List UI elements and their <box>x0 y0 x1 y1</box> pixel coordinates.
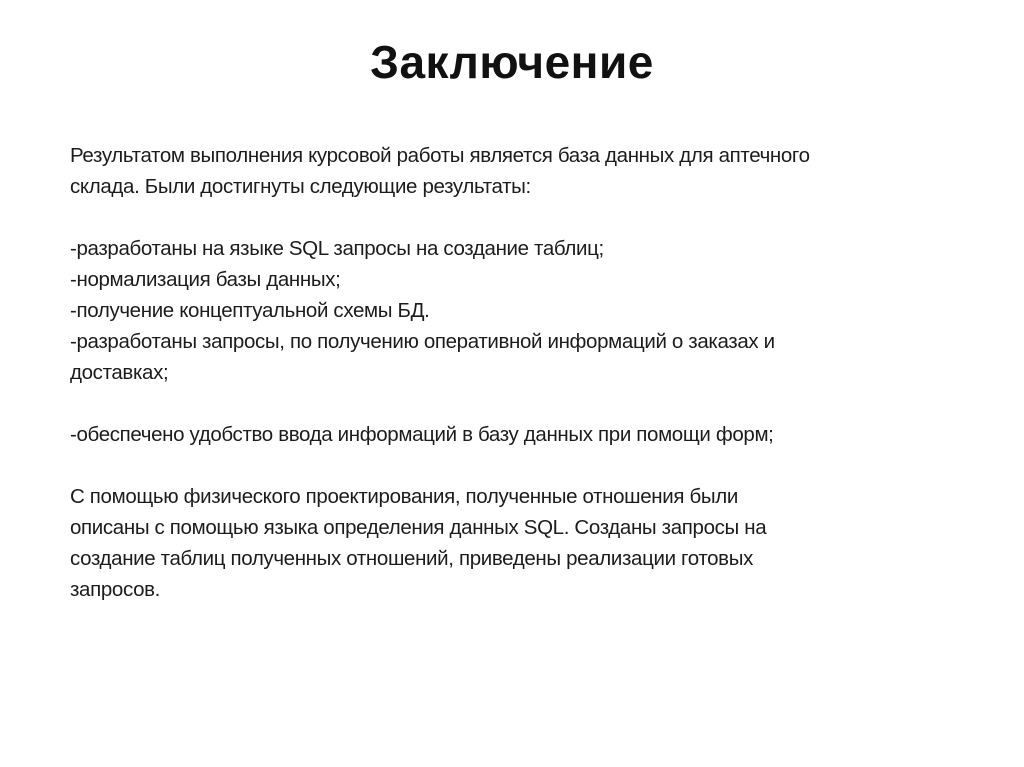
conclusion-paragraph <box>70 481 970 605</box>
conclusion-line: С помощью физического проектирования, полученные отношения были <box>70 485 738 508</box>
result-item-continuation: доставках; <box>70 361 169 384</box>
conclusion-line: описаны с помощью языка определения данных SQL. Созданы запросы на <box>70 516 767 539</box>
result-item: -разработаны на языке SQL запросы на создание таблиц; <box>70 237 604 260</box>
results-list <box>70 233 970 450</box>
paragraph-gap <box>70 388 970 419</box>
conclusion-line: запросов. <box>70 578 161 601</box>
paragraph-gap <box>70 202 970 233</box>
paragraph-gap <box>70 450 970 481</box>
slide-body <box>70 140 970 605</box>
intro-line: Результатом выполнения курсовой работы является база данных для аптечного <box>70 144 810 167</box>
result-item: -разработаны запросы, по получению оперативной информаций о заказах и <box>70 330 775 353</box>
result-item: -нормализация базы данных; <box>70 268 341 291</box>
intro-line: склада. Были достигнуты следующие результаты: <box>70 175 531 198</box>
conclusion-line: создание таблиц полученных отношений, приведены реализации готовых <box>70 547 753 570</box>
intro-paragraph <box>70 140 970 202</box>
result-item: -обеспечено удобство ввода информаций в базу данных при помощи форм; <box>70 423 774 446</box>
slide-title: Заключение <box>370 36 654 88</box>
result-item: -получение концептуальной схемы БД. <box>70 299 430 322</box>
